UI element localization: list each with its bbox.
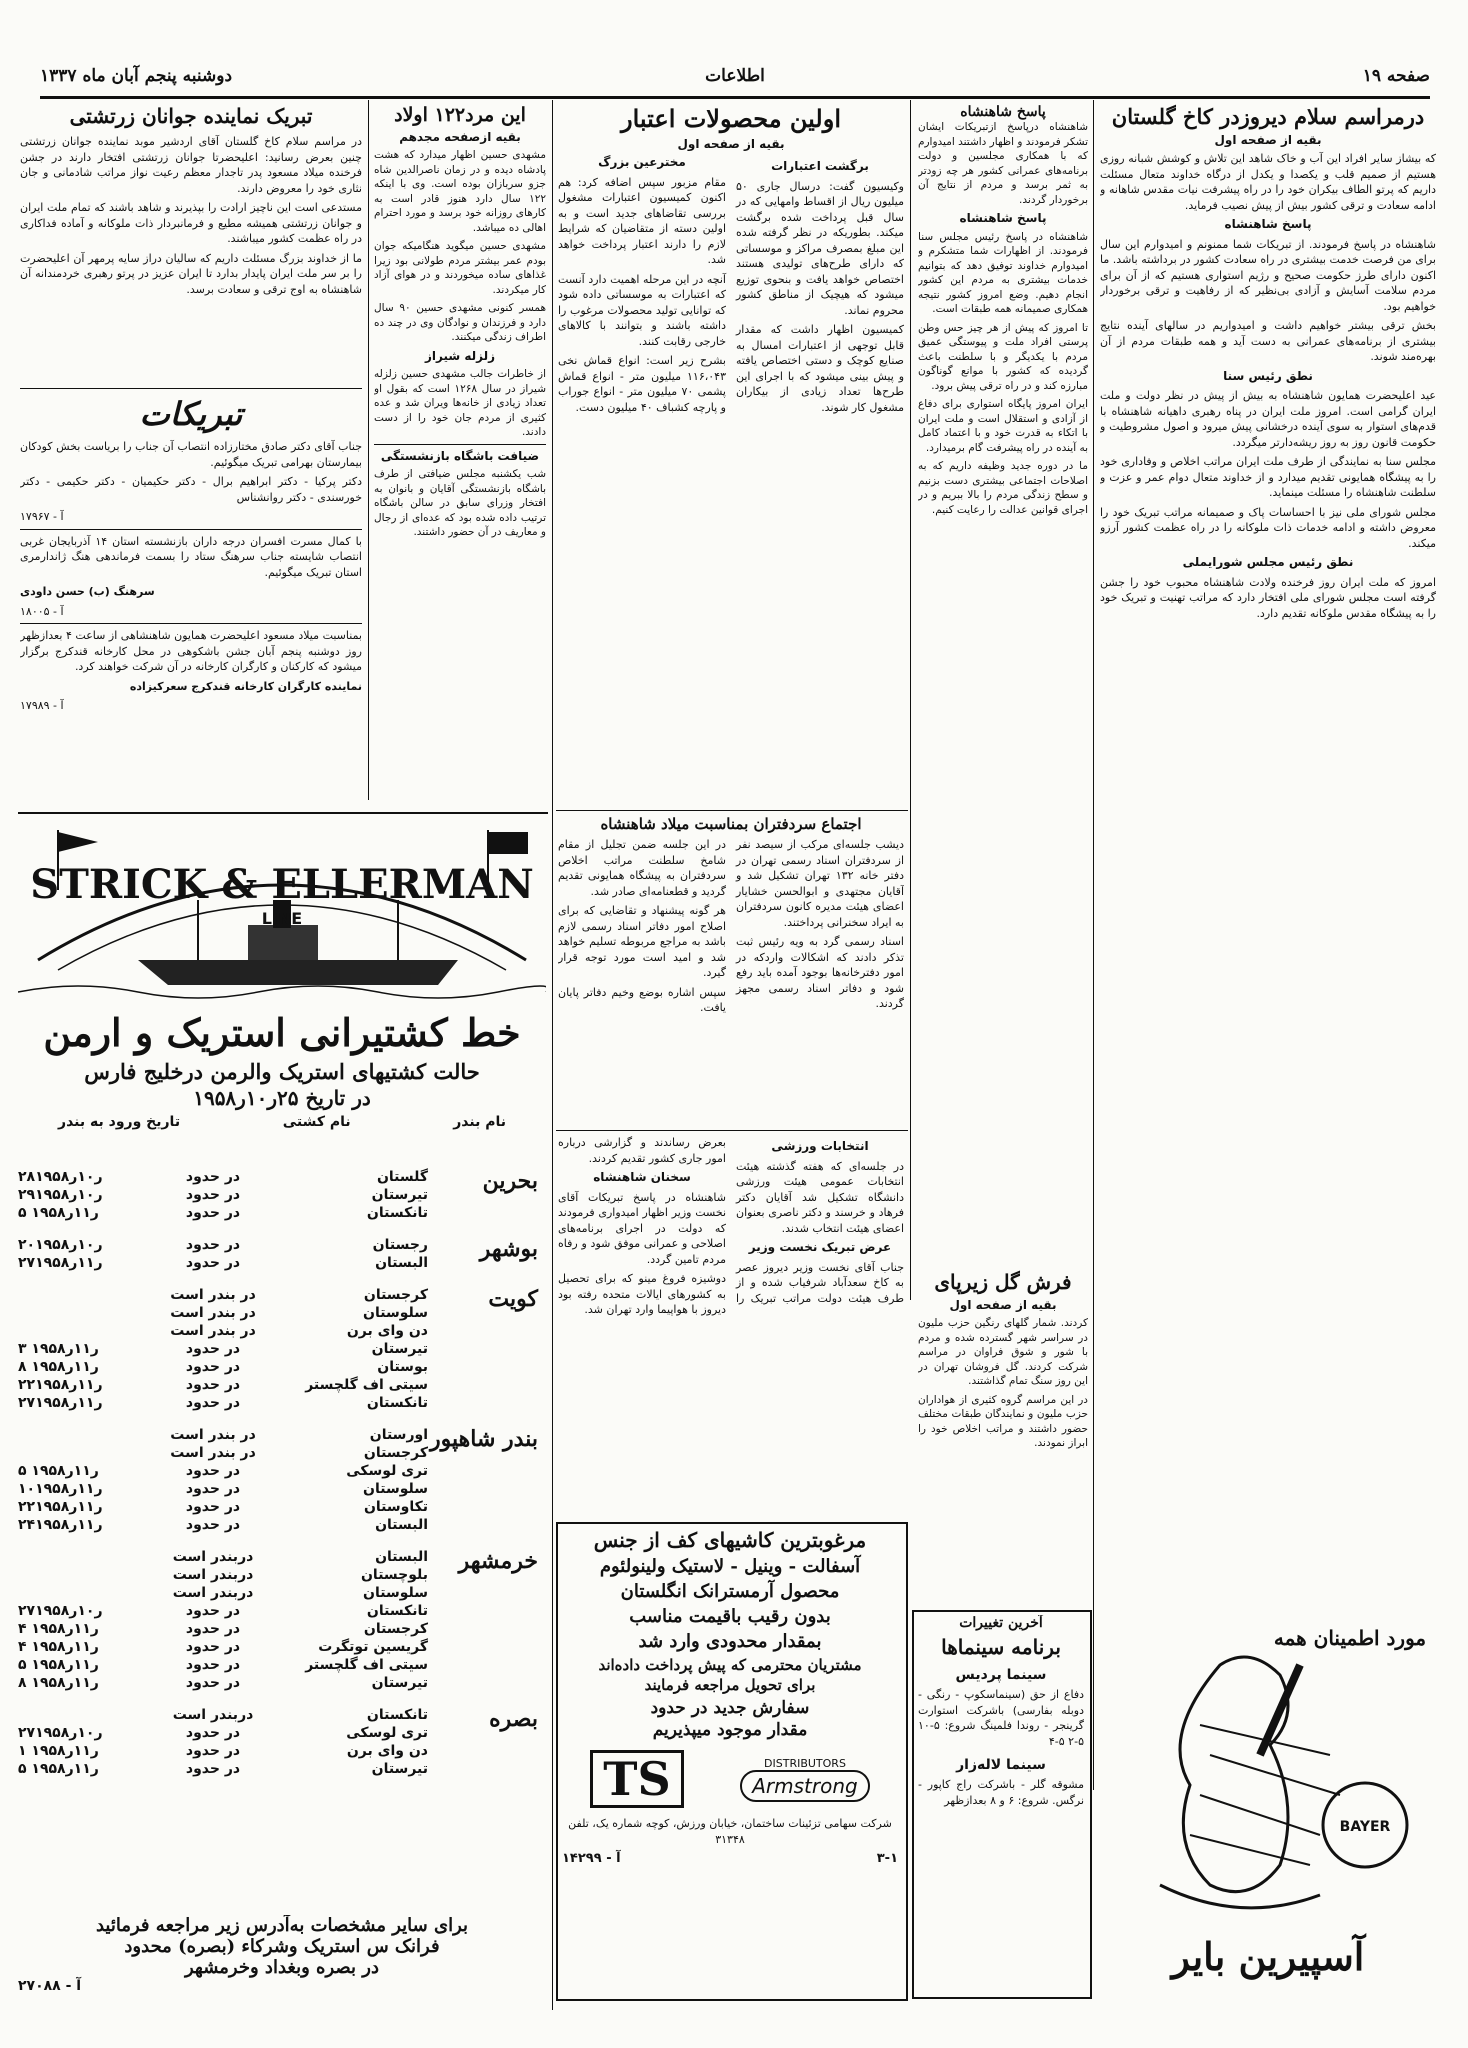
ship-row [18,1254,428,1272]
ship-list [18,1168,428,1222]
ship-status: در حدود [185,1517,241,1533]
ship-status: در بندر است [170,1445,256,1461]
article-paragraph: کردند. شمار گلهای رنگین حزب ملیون در سراسر شهر گسترده شده و مردم با شور و شوق فراوان در مراسم شرکت کردند. گل فروشان تهران در این روز سنگ تمام گذاشتند. [918,1317,1088,1387]
ship-name: تیرستان [371,1187,428,1203]
article-zoroastrian [20,104,362,384]
article-paragraph: وکیسیون گفت: درسال جاری ۵۰ میلیون ریال از اقساط وامهایی که در سال قبل پرداخت شده برگشت میکند. بطوریکه در نظر گرفته شده این مبلغ بمصرف مراکز و موسساتی که دارای طرح‌های تولیدی هستند اختصاص خواهد یافت و بنحوی توزیع میشود که هیچیک از مناطق کشور محروم نماند. [736,179,904,317]
ship-arrival-date: ۵ ر۱۱ر۱۹۵۸ [18,1761,99,1777]
congrats-signer: نماینده کارگران کارخانه قندکرج سعرکیزاده [129,679,362,693]
ship-arrival-date [18,1566,148,1584]
ad-line: برای تحویل مراجعه فرمایند [644,1676,816,1694]
port-block [18,1426,538,1534]
ship-status: در حدود [185,1481,241,1497]
ship-row [18,1674,428,1692]
ship-status: در حدود [185,1725,241,1741]
article-paragraph: مجلس سنا به نمایندگی از طرف ملت ایران مراتب اخلاص و وفاداری خود را به پیشگاه همایونی تقدیم میدارد و از خداوند متعال دوام عمر و عزت و سلطنت شاهنشاه را مسئلت مینماید. [1100,455,1436,499]
col-divider [910,100,911,1300]
ship-name: گریسین توتگرت [318,1639,428,1655]
ship-row [18,1760,428,1778]
column-header-port: نام بندر [453,1114,506,1130]
ship-row [18,1358,428,1376]
ship-row [18,1376,428,1394]
ship-status: در حدود [185,1255,241,1271]
col-divider [368,100,369,800]
ship-name: کرجستان [363,1287,428,1303]
article-paragraph: تا امروز که پیش از هر چیز حس وطن پرستی افراد ملت و پیوستگی عمیق مردم با یکدیگر و با سلطنت باعث گردیده که کشور با موانع گوناگون مبارزه کند و در راه ترقی پیش برود. [918,321,1088,392]
ship-status: در حدود [185,1639,241,1655]
strick-logo-text: STRICK & ELLERMAN [30,861,534,908]
ship-status: در حدود [185,1621,241,1637]
ship-row [18,1480,428,1498]
article-paragraph: مستدعی است این ناچیز ارادت را بپذیرند و شاهد باشند که تمام ملت ایران و جوانان زرتشتی همیشه مطیع و فرمانبردار ذات ملوکانه و آماده فداکاری در راه عظمت کشور میباشند. [20,201,362,245]
section-title: زلزله شیراز [424,348,496,363]
ship-arrival-date: ۱۰ر۱۱ر۱۹۵۸ [18,1481,103,1497]
strick-ellerman-logo [18,820,546,1005]
ship-status: دربندر است [172,1567,254,1583]
ship-name: کرجستان [363,1621,428,1637]
ship-name: تری لوسکی [346,1463,428,1479]
page-number: صفحه ۱۹ [1362,66,1430,86]
article-paragraph: در این مراسم گروه کثیری از هواداران حزب ملیون و نمایندگان طبقات مختلف حضور داشتند و مراتب اخلاص خود را ابراز نمودند. [918,1393,1088,1449]
ship-row [18,1566,428,1584]
article-paragraph: دیشب جلسه‌ای مرکب از سیصد نفر از سردفتران اسناد رسمی تهران در دفتر خانه ۱۳۲ تهران تشکیل شد و آقایان مجتهدی و ابوالحسن خشایار اعضای هیئت مدیره کانون سردفتران به ایراد سخنرانی پرداختند. [736,838,904,929]
ship-arrival-date [18,1706,148,1724]
bayer-aspirin-ad [1100,1605,1436,1995]
port-name: کویت [488,1286,538,1312]
article-paragraph: مشهدی حسین اظهار میدارد که هشت پادشاه دیده و در زمان ناصرالدین شاه جزو سربازان بوده است. وی با اینکه ۱۲۲ سال دارد هنوز قادر است به کارهای روزانه خود برسد و مورد احترام اهالی ده میباشد. [374,149,546,234]
ad-code: آ - ۱۷۹۶۷ [20,510,64,523]
ship-row [18,1724,428,1742]
ship-arrival-date: ۵ ر۱۱ر۱۹۵۸ [18,1205,99,1221]
ship-row [18,1444,428,1462]
armstrong-logo: Armstrong [740,1770,869,1802]
ship-name: البستان [375,1255,428,1271]
ad-code: ۳-۱ [876,1851,898,1866]
article-paragraph: در جلسه‌ای که هفته گذشته هیئت انتخابات عمومی هیئت ورزشی دانشگاه تشکیل شد آقایان دکتر فرهاد و خرسند و دکتر ناصری بعنوان اعضای هیئت انتخاب شدند. [736,1159,904,1235]
ship-arrival-date: ۳ ر۱۱ر۱۹۵۸ [18,1341,99,1357]
ship-name: تانکستان [366,1707,428,1723]
port-block [18,1168,538,1222]
article-paragraph: کمیسیون اظهار داشت که مقدار قابل توجهی از اعتبارات امسال به صنایع کوچک و دستی اختصاص یافته و پیش بینی میشود که با اجرای این طرح‌ها تعداد زیادی از بیکاران مشغول کار شوند. [736,323,904,414]
port-block [18,1706,538,1778]
paper-name: اطلاعات [705,66,765,86]
cinema-content [918,1615,1084,1995]
article-headline: این مرد۱۲۲ اولاد [394,104,526,126]
ship-row [18,1584,428,1602]
ad-address: شرکت سهامی تزئینات ساختمان، خیابان ورزش، کوچه شماره یک، تلفن ۳۱۳۴۸ [568,1817,892,1846]
ship-arrival-date [18,1584,148,1602]
article-salam-ceremony [1100,104,1436,1794]
ship-status: در حدود [185,1359,241,1375]
col-divider [1093,100,1094,1790]
ship-status: در حدود [185,1395,241,1411]
section-title: نطق رئیس سنا [1223,368,1313,383]
ship-status: در حدود [185,1205,241,1221]
ship-status: در حدود [185,1463,241,1479]
article-flowers [918,1270,1088,1600]
port-name: بوشهر [479,1236,538,1262]
ship-arrival-date [18,1322,148,1340]
article-paragraph: جناب آقای نخست وزیر دیروز عصر به کاخ سعدآباد شرفیاب شده و از طرف هیئت دولت مراتب تبریک را بعرض رساندند و گزارشی درباره امور جاری کشور تقدیم کردند. [558,1136,904,1305]
strick-date: در تاریخ ۲۵ر۱۰ر۱۹۵۸ [193,1086,371,1110]
ship-row [18,1602,428,1620]
article-old-man [374,104,546,794]
section-title: نطق رئیس مجلس شورایملی [1182,555,1354,569]
ship-row [18,1322,428,1340]
port-block [18,1286,538,1412]
ship-row [18,1548,428,1566]
ship-arrival-date: ۲۷ر۱۱ر۱۹۵۸ [18,1395,103,1411]
ship-name: سلوستان [363,1305,428,1321]
ship-name: سلوستان [363,1481,428,1497]
ship-name: البستان [375,1549,428,1565]
ship-row [18,1426,428,1444]
ad-code: آ - ۲۷۰۸۸ [18,1978,82,1994]
ship-name: تانکستان [366,1205,428,1221]
cinema-name: سینما لاله‌زار [956,1757,1046,1773]
article-paragraph: ما در دوره جدید وظیفه داریم که به اصلاحات اجتماعی بیشتری دست بزنیم و سطح زندگی مردم را بالا ببریم و در اجرای قوانین عدالت را رعایت کنیم. [918,460,1088,516]
section-divider [556,1130,908,1131]
ship-arrival-date: ۱ ر۱۱ر۱۹۵۸ [18,1743,99,1759]
strick-logo-line: LINE [261,909,303,928]
ship-status: در حدود [185,1657,241,1673]
article-headline: درمراسم سلام دیروزدر کاخ گلستان [1111,104,1425,129]
ship-arrival-date: ۲۲ر۱۱ر۱۹۵۸ [18,1499,103,1515]
ad-line: آسفالت - وینیل - لاستیک ولینولئوم [599,1556,861,1577]
ship-arrival-date [18,1286,148,1304]
ship-arrival-date: ۲۷ر۱۱ر۱۹۵۸ [18,1255,103,1271]
ship-status: در حدود [185,1761,241,1777]
column-header-ship: نام کشتی [282,1114,351,1130]
ship-row [18,1638,428,1656]
ship-list [18,1548,428,1692]
section-divider [20,388,362,389]
ship-arrival-date: ۸ ر۱۱ر۱۹۵۸ [18,1359,99,1375]
ship-status: در حدود [185,1341,241,1357]
ship-arrival-date: ۲۹ر۱۰ر۱۹۵۸ [18,1187,103,1203]
ship-status: در بندر است [170,1305,256,1321]
article-paragraph: سپس اشاره بوضع وخیم دفاتر پایان یافت. [558,985,726,1014]
ship-arrival-date: ۴ ر۱۱ر۱۹۵۸ [18,1621,99,1637]
section-title: عرض تبریک نخست وزیر [748,1240,892,1254]
ship-name: تیرستان [371,1341,428,1357]
port-block [18,1236,538,1272]
port-name: خرمشهر [458,1548,538,1574]
col-divider [552,100,553,2010]
cinema-program: دفاع از حق (سینماسکوپ - رنگی - دوبله بفارسی) باشرکت استوارت گرینجر - روندا فلمینگ شروع: ۵-۱۰ ۵-۲ ۵-۴ [918,1688,1084,1748]
ship-arrival-date: ۵ ر۱۱ر۱۹۵۸ [18,1657,99,1673]
figure-illustration [1160,1657,1340,1908]
congrats-signers: دکتر پرکیا - دکتر ابراهیم برال - دکتر حکیمیان - دکتر حکیمی - دکتر خورسندی - دکتر روانشناس [20,475,362,504]
ship-status: در حدود [185,1377,241,1393]
article-paragraph: مجلس شورای ملی نیز با احساسات پاک و صمیمانه مراتب تبریک خود را معروض داشته و ادامه خدمات ذات ملوکانه را در راه عظمت کشور آرزو میکند. [1100,505,1436,550]
ship-row [18,1706,428,1724]
article-shah-reply [918,104,1088,1264]
ad-line: بمقدار محدودی وارد شد [638,1631,822,1652]
article-paragraph: که بیشاز سایر افراد این آب و خاک شاهد این تلاش و کوشش شبانه روزی هستیم از صمیم قلب و یکصدا و یکدل از درگاه خداوند متعال مسئلت داریم که پرتو الطاف بیکران خود را در راه پیشرفت نیات مقدس شاهانه و ادامه سعادت و ترقی کشور بیش از پیش نصیب فرماید. [1100,152,1436,212]
port-block [18,1548,538,1692]
strick-footer-line: برای سایر مشخصات به‌آدرس زیر مراجعه فرمائید [95,1915,469,1936]
ship-name: بوستان [377,1359,428,1375]
ship-name: سیتی اف گلچستر [305,1657,428,1673]
ship-name: تکاوستان [363,1499,428,1515]
ship-row [18,1742,428,1760]
article-continued: بقیه از صفحه اول [949,1298,1057,1312]
ship-name: سلوستان [363,1585,428,1601]
strick-subtitle: حالت کشتیهای استریک والرمن درخلیج فارس [84,1059,480,1084]
ad-line: محصول آرمسترانک انگلستان [620,1581,840,1602]
ship-row [18,1394,428,1412]
ship-name: کرجستان [363,1445,428,1461]
congratulations-title: تبریکات [139,395,243,433]
article-paragraph: عید اعلیحضرت همایون شاهنشاه به بیش از پیش در نظر دولت و ملت ایران گرامی است. امروز ملت ایران در پناه رهبری داهیانه شاهنشاه با قدم‌های استوار به سوی آینده درخشانی پیش میرود و اصول مشروطیت و حکومت قانون روز به روز ریشه‌دارتر میگردد. [1100,389,1436,449]
bayer-brand: BAYER [1339,1819,1391,1835]
cinema-title: آخرین تغییرات [959,1615,1043,1631]
ship-list [18,1236,428,1272]
ship-list [18,1286,428,1412]
ship-name: تانکستان [366,1603,428,1619]
issue-date: دوشنبه پنجم آبان ماه ۱۳۳۷ [40,66,233,86]
article-headline: تبریک نماینده جوانان زرتشتی [69,104,313,128]
port-name: بندر شاهپور [430,1426,538,1452]
cinema-name: سینما پردیس [955,1667,1047,1683]
ship-name: رجستان [372,1237,428,1253]
article-continued: بقیه از صفحه اول [677,137,785,151]
ship-arrival-date: ۲۰ر۱۰ر۱۹۵۸ [18,1237,103,1253]
article-paragraph: هر گونه پیشنهاد و تقاضایی که برای اصلاح امور دفاتر اسناد رسمی لازم باشد به مراجع مربوطه تسلیم خواهد شد و امید است مورد توجه قرار گیرد. [558,904,726,979]
ship-row [18,1304,428,1322]
article-paragraph: شاهنشاه درپاسخ ازتبریکات ایشان تشکر فرمودند و اظهار داشتند امیدوارم که با همکاری مجلسین و دولت برنامه‌های عمرانی کشور هر چه زودتر به ثمر برسد و مردم از نتایج آن برخوردار گردند. [918,121,1088,206]
strick-footer-line: فرانک س استریک وشرکاء (بصره) محدود [124,1936,440,1957]
article-paragraph: آنچه در این مرحله اهمیت دارد آنست که اعتبارات به موسساتی داده شود که توانایی تولید محصولات مرغوب را داشته باشند و بتوانند با کالاهای خارجی رقابت کنند. [558,272,726,348]
cinema-program: مشوقه گلر - باشرکت راج کاپور - نرگس. شروع: ۶ و ۸ بعدازظهر [918,1778,1084,1807]
section-divider [556,810,908,811]
ad-code: آ - ۱۷۹۸۹ [20,699,64,712]
article-paragraph: در مراسم سلام کاخ گلستان آقای اردشیر موبد نماینده جوانان زرتشتی چنین بعرض رسانید: اعلیحضرتا جوانان زرتشتی افتخار دارند در جشن فرخنده میلاد مسعود پدر تاجدار معظم رعیت نواز مراتب شادمانی و جان نثاری خود را معروض دارند. [20,135,362,195]
ship-arrival-date: ۵ ر۱۱ر۱۹۵۸ [18,1463,99,1479]
ship-name: تری لوسکی [346,1725,428,1741]
ship-name: تیرستان [371,1761,428,1777]
article-paragraph: اسناد رسمی گرد به ویه رئیس ثبت تذکر دادند که اشکالات واردکه در امور دفترخانه‌ها بوجود آمده باید رفع شود و دفاتر اسناد رسمی مجهز گردند. [736,935,904,1010]
article-paragraph: شاهنشاه در پاسخ تبریکات آقای نخست وزیر اظهار امیدواری فرمودند که دولت در اجرای برنامه‌های اصلاحی و عمرانی موفق شود و رفاه مردم تامین گردد. [558,1190,726,1266]
congrats-text: جناب آقای دکتر صادق مختارزاده انتصاب آن جناب را بریاست بخش کودکان بیمارستان بهرامی تبریک میگوئیم. [20,440,362,469]
section-title: پاسخ شاهنشاه [959,211,1047,225]
ship-name: دن وای برن [346,1323,428,1339]
port-name: بصره [489,1706,538,1732]
congrats-signer: سرهنگ (ب) حسن داودی [20,585,155,598]
ship-status: دربندر است [172,1585,254,1601]
column-header-date: تاریخ ورود به بندر [58,1114,181,1130]
ship-name: سیتی اف گلچستر [305,1377,428,1393]
ship-list [18,1706,428,1778]
section-title: برگشت اعتبارات [771,159,869,173]
ship-name: بلوچستان [360,1567,428,1583]
article-paragraph: مشهدی حسین میگوید هنگامیکه جوان بودم عمر بیشتر مردم طولانی بود زیرا غذاهای ساده میخوردند و در هوای آزاد کار میکردند. [374,240,546,296]
ship-schedule-table [18,1168,538,1792]
ship-name: تانکستان [366,1395,428,1411]
cinema-heading: برنامه سینماها [941,1635,1061,1659]
section-divider [18,812,548,814]
ship-status: در حدود [185,1603,241,1619]
congrats-text: با کمال مسرت افسران درجه داران بازنشسته استان ۱۴ آذربایجان غربی انتصاب شایسته جناب سرهنگ ستاد را بسمت فرماندهی هنگ ژاندارمری استان تبریک میگوئیم. [20,534,362,579]
ship-arrival-date: ۲۷ر۱۰ر۱۹۵۸ [18,1603,103,1619]
aspirin-bayer-name: آسپیرین بایر [1171,1934,1365,1979]
article-paragraph: بشرح زیر است: انواع قماش نخی ۱۱۶،۰۴۳ میلیون متر - انواع قماش پشمی ۷۰ میلیون متر - انواع جوراب و پارچه کشباف ۴۰ میلیون دست. [558,354,726,414]
ship-arrival-date [18,1548,148,1566]
article-continued: بقیه از صفحه اول [1214,133,1322,147]
ship-row [18,1186,428,1204]
ad-code: آ - ۱۴۲۹۹ [562,1851,621,1866]
article-paragraph: در این جلسه ضمن تجلیل از مقام شامخ سلطنت مراتب اخلاص سردفتران به پیشگاه همایونی تقدیم گردید و قطعنامه‌ای صادر شد. [558,838,726,898]
ship-arrival-date: ۸ ر۱۱ر۱۹۵۸ [18,1675,99,1691]
article-paragraph: از خاطرات جالب مشهدی حسین زلزله شیراز در سال ۱۲۶۸ است که بقول او تعداد زیادی از خانه‌ها ویران شد و عده کثیری از مردم جان خود را از دست دادند. [374,368,546,438]
ship-arrival-date [18,1444,148,1462]
ship-row [18,1620,428,1638]
article-notaries [558,815,904,1115]
ship-status: در بندر است [170,1427,256,1443]
strick-title: خط کشتیرانی استریک و ارمن [43,1010,521,1055]
ship-arrival-date: ۲۷ر۱۰ر۱۹۵۸ [18,1725,103,1741]
ship-status: در حدود [185,1675,241,1691]
section-title: ضیافت باشگاه بازنشستگی [374,444,546,464]
bayer-slogan: مورد اطمینان همه [1273,1626,1427,1650]
article-paragraph: همسر کنونی مشهدی حسین ۹۰ سال دارد و فرزندان و نوادگان وی در چند ده اطراف زندگی میکنند. [374,302,546,343]
ship-arrival-date: ۴ ر۱۱ر۱۹۵۸ [18,1639,99,1655]
ship-name: البستان [375,1517,428,1533]
ship-name: تیرستان [371,1675,428,1691]
ad-line: مرغوبترین کاشیهای کف از جنس [593,1528,867,1552]
congratulations-section [20,395,362,805]
article-headline: فرش گل زیرپای [934,1270,1072,1294]
article-paragraph: شاهنشاه در پاسخ فرمودند. از تبریکات شما ممنونم و امیدوارم این سال برای من فرصت خدمت بیشتری در راه سعادت کشور در برداشته باشد. ما اکنون دارای طرز حکومت صحیح و رژیم استواری هستیم که از آن برای مردم سلامت آسایش و آزادی بی‌نظیر که از رفاهیت و ترقی برخوردار خواهیم بود. [1100,237,1436,313]
article-paragraph: امروز که ملت ایران روز فرخنده ولادت شاهنشاه محبوب خود را جشن گرفته است مجلس شورای ملی افتخار دارد که مراتب تهنیت و تبریک خود را به پیشگاه مقدس ملوکانه تقدیم دارد. [1100,575,1436,620]
article-paragraph: مقام مزبور سپس اضافه کرد: هم اکنون کمیسیون اعتبارات مشغول بررسی تقاضاهای جدید است و به اولین دسته از متقاضیان که شرایط لازم را دارند اعتبار پرداخت خواهد شد. [558,175,726,266]
ship-row [18,1286,428,1304]
section-title: انتخابات ورزشی [771,1139,869,1153]
article-paragraph: دوشیزه فروغ مینو که برای تحصیل به کشورهای ایالات متحده رفته بود دیروز با هواپیما وارد تهران شد. [558,1272,726,1316]
ship-row [18,1516,428,1534]
ship-status: در بندر است [170,1323,256,1339]
ad-line: بدون رقیب باقیمت مناسب [629,1606,831,1627]
ship-row [18,1340,428,1358]
ship-name: دن وای برن [346,1743,428,1759]
strick-ad-header [18,1010,546,1165]
article-paragraph: بخش ترقی بیشتر خواهیم داشت و امیدواریم در سالهای آینده نتایج بیشتری از برنامه‌های عمرانی به دست آید و همه طبقات مردم از آن بهره‌مند شوند. [1100,319,1436,363]
article-paragraph: شاهنشاه در پاسخ رئیس مجلس سنا فرمودند. از اظهارات شما متشکرم و امیدوارم خداوند توفیق دهد که بتوانیم خدمات بیشتری به مردم این کشور انجام دهیم. وضع امروز کشور نتیجه همکاری صمیمانه همه طبقات است. [918,230,1088,315]
ship-status: در حدود [185,1237,241,1253]
ad-line: سفارش جدید در حدود [650,1698,810,1718]
ad-line: مشتریان محترمی که پیش پرداخت داده‌اند [598,1656,862,1674]
distributors-label: DISTRIBUTORS [764,1756,846,1770]
ship-row [18,1168,428,1186]
ship-arrival-date: ۲۲ر۱۱ر۱۹۵۸ [18,1377,103,1393]
ship-status: در حدود [185,1499,241,1515]
congrats-text: بمناسبت میلاد مسعود اعلیحضرت همایون شاهنشاهی از ساعت ۴ بعدازظهر روز دوشنبه پنجم آبان جشن باشکوهی در محل کارخانه قندکرج برگزار میشود که کارکنان و کارگران کارخانه در آن شرکت خواهند کرد. [20,629,362,673]
article-paragraph: ما از خداوند بزرگ مسئلت داریم که سالیان دراز سایه پرمهر آن اعلیحضرت را بر سر ملت ایران پایدار بدارد تا ایران عزیز در پرتو رهبری خردمندانه آن شاهنشاه به اوج ترقی و سعادت برسد. [20,251,362,296]
ts-logo: TS [590,1750,683,1808]
strick-footer [18,1915,546,2010]
article-paragraph: ایران امروز پایگاه استواری برای دفاع از آزادی و استقلال است و ملت ایران با اتکاء به قدرت خود و با اعتماد کامل به آینده در راه پیشرفت گام برمیدارد. [918,398,1088,454]
ship-status: در حدود [185,1743,241,1759]
article-headline: اولین محصولات اعتبار [620,104,841,133]
ship-arrival-date [18,1304,148,1322]
article-paragraph: شب یکشنبه مجلس ضیافتی از طرف باشگاه بازنشستگی آقایان و بانوان به افتخار وزرای سابق در سالن باشگاه ترتیب داده شده بود که عده‌ای از رجال و معاریف در آن حضور داشتند. [374,468,546,538]
ship-row [18,1204,428,1222]
article-headline: پاسخ شاهنشاه [960,104,1046,120]
article-credit-products [558,104,904,804]
article-headline: اجتماع سردفتران بمناسبت میلاد شاهنشاه [600,815,862,833]
ad-code: آ - ۱۸۰۰۵ [20,604,64,618]
article-sports-pm [558,1135,904,1510]
port-name: بحرین [482,1168,538,1194]
ship-status: دربندر است [172,1549,254,1565]
ship-status: در بندر است [170,1287,256,1303]
ship-status: در حدود [185,1169,241,1185]
ship-name: اورستان [369,1427,428,1443]
ship-list [18,1426,428,1534]
section-title: مخترعین بزرگ [598,155,686,169]
ship-arrival-date [18,1426,148,1444]
section-title: پاسخ شاهنشاه [1224,217,1312,231]
ship-row [18,1498,428,1516]
ship-name: گلستان [376,1169,428,1185]
ship-row [18,1656,428,1674]
ad-line: مقدار موجود میپذیریم [652,1720,808,1740]
floor-tiles-ad-content [562,1528,898,1993]
ship-arrival-date: ۲۸ر۱۰ر۱۹۵۸ [18,1169,103,1185]
ship-arrival-date: ۲۴ر۱۱ر۱۹۵۸ [18,1517,103,1533]
ship-row [18,1236,428,1254]
ship-status: در حدود [185,1187,241,1203]
article-continued: بقیه ازصفحه مجدهم [399,130,521,144]
page-header [40,62,1430,99]
strick-footer-line: در بصره وبغداد وخرمشهر [184,1957,380,1978]
ship-status: دربندر است [172,1707,254,1723]
ship-row [18,1462,428,1480]
section-title: سخنان شاهنشاه [593,1170,691,1184]
bayer-cross-logo [1323,1783,1407,1867]
